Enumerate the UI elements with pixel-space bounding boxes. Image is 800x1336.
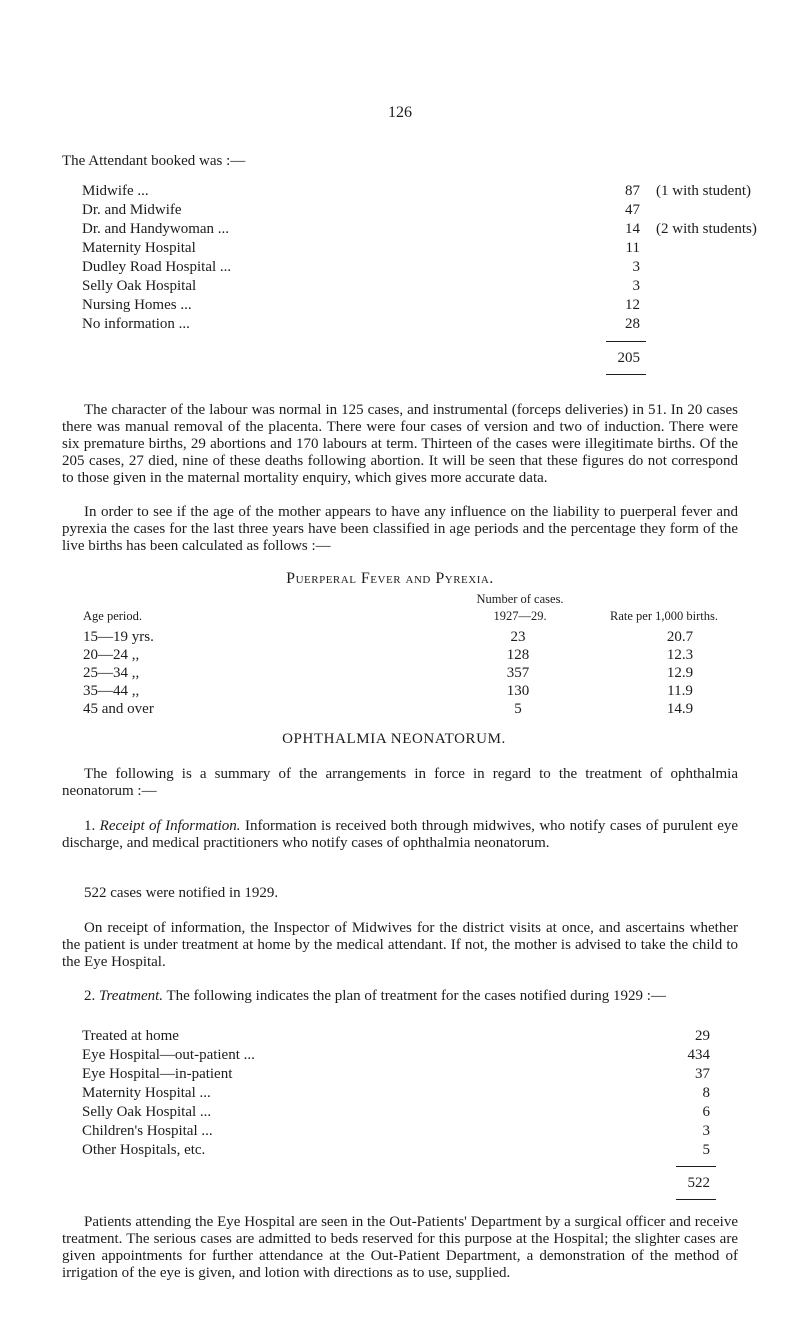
treatment-label: Eye Hospital—in-patient: [82, 1066, 233, 1082]
rate-cell: 12.9: [666, 665, 694, 681]
treatment-row: [0, 1104, 800, 1121]
puerperal-row: [0, 701, 800, 718]
attendant-note: (2 with students): [656, 221, 757, 237]
treatment-row: [0, 1123, 800, 1140]
cases-cell: 357: [506, 665, 530, 681]
rate-cell: 14.9: [666, 701, 694, 717]
treatment-label: Selly Oak Hospital ...: [82, 1104, 212, 1120]
attendant-total: 205: [617, 350, 640, 366]
treatment-paragraph: [62, 988, 738, 1005]
puerperal-title: Puerperal Fever and Pyrexia.: [286, 570, 494, 587]
treatment-value: 6: [702, 1104, 710, 1120]
cases-cell: 23: [510, 629, 526, 645]
age-cell: 45 and over: [83, 701, 154, 717]
treatment-value: 8: [702, 1085, 710, 1101]
treatment-value: 37: [695, 1066, 710, 1082]
attendant-label: Selly Oak Hospital: [82, 278, 197, 294]
attendant-row: [0, 297, 800, 314]
attendant-row: [0, 240, 800, 257]
cases-cell: 5: [514, 701, 522, 717]
treatment-total: 522: [687, 1175, 710, 1191]
treatment-label: Treated at home: [82, 1028, 179, 1044]
receipt-of-information-paragraph: [62, 818, 738, 852]
treatment-row: [0, 1142, 800, 1159]
attendant-value: 3: [632, 259, 640, 275]
attendant-total-row: [0, 350, 800, 367]
ophthalmia-title: OPHTHALMIA NEONATORUM.: [282, 731, 506, 747]
item-number: 2.: [84, 988, 96, 1004]
attendant-row: [0, 202, 800, 219]
labour-paragraph: The character of the labour was normal in 125 cases, and instrumental (forceps deliveries) in 51. In 20 cases there was manual removal of the placenta. There were four cases of version and two of induction. There were six premature births, 29 abortions and 170 labours at term. Thirteen of the cases were illegitimate births. Of the 205 cases, 27 died, nine of these deaths following abortion. It will be seen that these figures do not correspond to those given in the maternal mortality enquiry, which gives more accurate data.: [62, 402, 738, 486]
treatment-value: 434: [687, 1047, 710, 1063]
notified-paragraph: 522 cases were notified in 1929.: [84, 885, 279, 901]
puerperal-row: [0, 629, 800, 646]
cases-cell: 128: [506, 647, 530, 663]
age-cell: 25—34 ,,: [83, 665, 140, 681]
col-years-header: 1927—29.: [493, 609, 547, 623]
total-rule: [606, 341, 646, 342]
puerperal-row: [0, 647, 800, 664]
attendant-note: (1 with student): [656, 183, 751, 199]
attendant-row: [0, 221, 800, 238]
treatment-row: [0, 1047, 800, 1064]
rate-cell: 20.7: [666, 629, 694, 645]
rate-cell: 12.3: [666, 647, 694, 663]
attendant-value: 47: [625, 202, 640, 218]
treatment-label: Maternity Hospital ...: [82, 1085, 211, 1101]
treatment-row: [0, 1085, 800, 1102]
age-paragraph: In order to see if the age of the mother appears to have any influence on the liability to puerperal fever and pyrexia the cases for the last three years have been classified in age periods and the percentage they form of the live births has been calculated as follows :—: [62, 504, 738, 554]
receipt-paragraph: On receipt of information, the Inspector of Midwives for the district visits at once, and ascertains whether the patient is under treatment at home by the medical attendant. If not, the mother is advised to take the child to the Eye Hospital.: [62, 920, 738, 970]
attendant-row: [0, 278, 800, 295]
attendant-label: Dudley Road Hospital ...: [82, 259, 232, 275]
treatment-total-row: [0, 1175, 800, 1192]
total-rule: [676, 1166, 716, 1167]
attendant-label: Nursing Homes ...: [82, 297, 192, 313]
attendant-row: [0, 259, 800, 276]
treatment-row: [0, 1066, 800, 1083]
final-paragraph: Patients attending the Eye Hospital are seen in the Out-Patients' Department by a surgical officer and receive treatment. The serious cases are admitted to beds reserved for this purpose at the Hospital; the slighter cases are given appointments for further attendance at the Out-Patient Department, a demonstration of the method of irrigation of the eye is given, and lotion with directions as to use, supplied.: [62, 1214, 738, 1281]
page-number: 126: [388, 104, 412, 121]
attendant-label: Dr. and Handywoman ...: [82, 221, 230, 237]
total-rule: [676, 1199, 716, 1200]
attendant-row: [0, 183, 800, 200]
attendant-label: Maternity Hospital: [82, 240, 196, 256]
attendant-label: Dr. and Midwife: [82, 202, 182, 218]
treatment-value: 3: [702, 1123, 710, 1139]
attendant-label: Midwife ...: [82, 183, 149, 199]
treatment-label: Children's Hospital ...: [82, 1123, 213, 1139]
attendant-value: 14: [625, 221, 640, 237]
treatment-value: 29: [695, 1028, 710, 1044]
attendant-value: 12: [625, 297, 640, 313]
treatment-value: 5: [702, 1142, 710, 1158]
treatment-label: Eye Hospital—out-patient ...: [82, 1047, 255, 1063]
treatment-label: Other Hospitals, etc.: [82, 1142, 206, 1158]
item-text: The following indicates the plan of treatment for the cases notified during 1929 :—: [166, 988, 666, 1004]
col-number-header: Number of cases.: [476, 592, 564, 606]
rate-cell: 11.9: [667, 683, 693, 699]
attendant-value: 28: [625, 316, 640, 332]
treatment-row: [0, 1028, 800, 1045]
puerperal-row: [0, 665, 800, 682]
puerperal-row: [0, 683, 800, 700]
ophthalmia-intro-paragraph: The following is a summary of the arrangements in force in regard to the treatment of ophthalmia neonatorum :—: [62, 766, 738, 799]
attendant-value: 87: [625, 183, 640, 199]
item-text: Information is received both through midwives, who notify cases of purulent eye discharge, and medical practitioners who notify cases of ophthalmia neonatorum.: [62, 818, 739, 851]
age-cell: 15—19 yrs.: [83, 629, 154, 645]
age-cell: 35—44 ,,: [83, 683, 140, 699]
attendant-intro: The Attendant booked was :—: [62, 153, 246, 169]
attendant-value: 3: [632, 278, 640, 294]
total-rule: [606, 374, 646, 375]
attendant-label: No information ...: [82, 316, 190, 332]
col-rate-header: Rate per 1,000 births.: [610, 609, 718, 623]
item-number: 1.: [84, 818, 96, 834]
cases-cell: 130: [506, 683, 530, 699]
item-title: Receipt of Information.: [99, 818, 241, 834]
item-title: Treatment.: [99, 988, 164, 1004]
attendant-row: [0, 316, 800, 333]
attendant-value: 11: [625, 240, 640, 256]
age-cell: 20—24 ,,: [83, 647, 140, 663]
col-age-header: Age period.: [83, 609, 143, 623]
